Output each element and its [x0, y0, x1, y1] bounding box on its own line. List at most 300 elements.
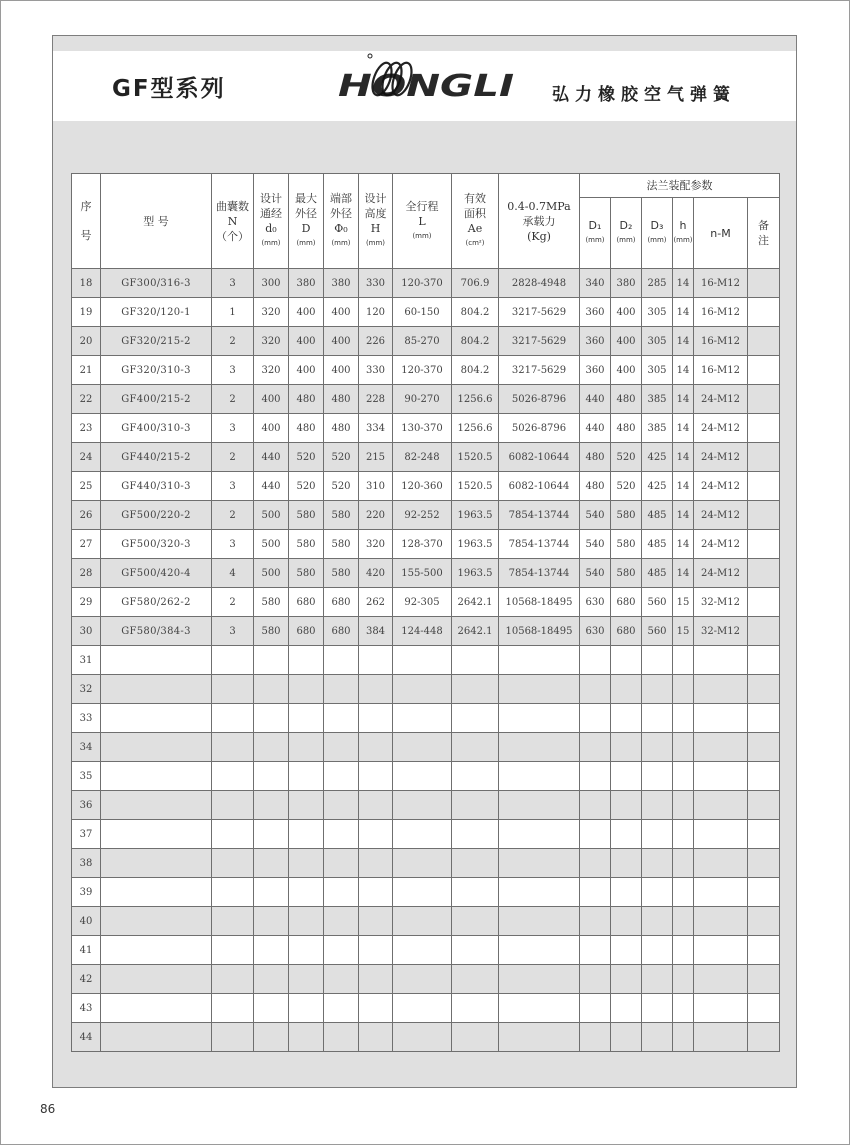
- row-seq: 20: [72, 327, 101, 356]
- row-full-stroke: [393, 994, 452, 1023]
- row-design-height: [359, 704, 393, 733]
- row-max-diameter: [289, 878, 324, 907]
- row-load-capacity: [499, 878, 580, 907]
- row-bellows-count: [212, 646, 254, 675]
- row-load-capacity: [499, 646, 580, 675]
- row-seq: 42: [72, 965, 101, 994]
- row-flange-d1: 480: [580, 472, 611, 501]
- row-load-capacity: 3217-5629: [499, 298, 580, 327]
- row-flange-d3: 305: [642, 327, 673, 356]
- row-effective-area: [452, 965, 499, 994]
- row-design-bore: 500: [254, 559, 289, 588]
- row-remark: [748, 965, 780, 994]
- row-load-capacity: 5026-8796: [499, 414, 580, 443]
- row-flange-h: 15: [673, 617, 694, 646]
- row-effective-area: 1963.5: [452, 501, 499, 530]
- row-remark: [748, 733, 780, 762]
- row-load-capacity: 10568-18495: [499, 617, 580, 646]
- row-effective-area: [452, 878, 499, 907]
- row-flange-d3: 425: [642, 472, 673, 501]
- row-model: GF320/310-3: [101, 356, 212, 385]
- brand-name-cn: 弘力橡胶空气弹簧: [552, 85, 736, 105]
- header-bellows-count: 曲囊数 N （个）: [212, 174, 254, 269]
- row-remark: [748, 907, 780, 936]
- row-full-stroke: 82-248: [393, 443, 452, 472]
- row-bellows-count: [212, 878, 254, 907]
- row-model: GF580/384-3: [101, 617, 212, 646]
- row-seq: 30: [72, 617, 101, 646]
- row-flange-d2: [611, 675, 642, 704]
- row-end-diameter: 520: [324, 443, 359, 472]
- row-full-stroke: [393, 762, 452, 791]
- row-remark: [748, 617, 780, 646]
- row-flange-d2: [611, 965, 642, 994]
- row-design-height: [359, 1023, 393, 1052]
- table-row: [72, 675, 780, 704]
- table-row: [72, 965, 780, 994]
- row-flange-h: 14: [673, 356, 694, 385]
- row-remark: [748, 298, 780, 327]
- row-bolt-count: [694, 791, 748, 820]
- row-seq: 38: [72, 849, 101, 878]
- row-max-diameter: 680: [289, 617, 324, 646]
- row-max-diameter: 520: [289, 443, 324, 472]
- row-design-bore: 400: [254, 385, 289, 414]
- row-flange-h: 14: [673, 298, 694, 327]
- row-design-height: [359, 820, 393, 849]
- row-full-stroke: 130-370: [393, 414, 452, 443]
- row-bolt-count: 16-M12: [694, 298, 748, 327]
- row-flange-d1: 360: [580, 327, 611, 356]
- table-row: [72, 356, 780, 385]
- row-end-diameter: 680: [324, 588, 359, 617]
- row-design-height: [359, 646, 393, 675]
- row-flange-h: [673, 994, 694, 1023]
- row-full-stroke: 92-252: [393, 501, 452, 530]
- header-remark: 备 注: [748, 198, 780, 269]
- row-flange-h: 14: [673, 559, 694, 588]
- row-end-diameter: 580: [324, 501, 359, 530]
- row-flange-d2: [611, 849, 642, 878]
- row-full-stroke: [393, 849, 452, 878]
- row-flange-d1: [580, 820, 611, 849]
- row-effective-area: [452, 994, 499, 1023]
- row-model: [101, 878, 212, 907]
- row-design-bore: [254, 646, 289, 675]
- row-flange-h: [673, 762, 694, 791]
- row-design-bore: 580: [254, 588, 289, 617]
- row-seq: 34: [72, 733, 101, 762]
- row-model: [101, 994, 212, 1023]
- series-title: GF型系列: [112, 76, 226, 102]
- row-max-diameter: 680: [289, 588, 324, 617]
- table-row: [72, 501, 780, 530]
- row-design-height: 420: [359, 559, 393, 588]
- row-flange-d3: [642, 965, 673, 994]
- row-load-capacity: [499, 762, 580, 791]
- row-full-stroke: 155-500: [393, 559, 452, 588]
- row-bellows-count: 3: [212, 356, 254, 385]
- row-flange-d3: [642, 675, 673, 704]
- row-remark: [748, 704, 780, 733]
- row-seq: 22: [72, 385, 101, 414]
- table-row: [72, 820, 780, 849]
- row-full-stroke: [393, 646, 452, 675]
- row-full-stroke: [393, 878, 452, 907]
- row-load-capacity: 7854-13744: [499, 530, 580, 559]
- row-end-diameter: [324, 733, 359, 762]
- row-seq: 33: [72, 704, 101, 733]
- row-flange-d2: 480: [611, 414, 642, 443]
- table-row: [72, 762, 780, 791]
- row-remark: [748, 936, 780, 965]
- table-row: [72, 907, 780, 936]
- row-remark: [748, 472, 780, 501]
- table-row: [72, 646, 780, 675]
- row-bolt-count: [694, 1023, 748, 1052]
- row-design-bore: [254, 704, 289, 733]
- row-remark: [748, 791, 780, 820]
- row-load-capacity: [499, 704, 580, 733]
- row-max-diameter: 580: [289, 501, 324, 530]
- row-full-stroke: 120-360: [393, 472, 452, 501]
- row-bellows-count: [212, 907, 254, 936]
- row-effective-area: 2642.1: [452, 588, 499, 617]
- row-max-diameter: 400: [289, 298, 324, 327]
- row-full-stroke: [393, 1023, 452, 1052]
- row-seq: 18: [72, 269, 101, 298]
- row-seq: 19: [72, 298, 101, 327]
- table-row: [72, 269, 780, 298]
- row-design-height: 215: [359, 443, 393, 472]
- row-bolt-count: 24-M12: [694, 530, 748, 559]
- hongli-logo: [336, 52, 520, 102]
- row-remark: [748, 820, 780, 849]
- row-bolt-count: 16-M12: [694, 356, 748, 385]
- row-seq: 44: [72, 1023, 101, 1052]
- row-flange-d1: 440: [580, 385, 611, 414]
- row-bolt-count: 16-M12: [694, 327, 748, 356]
- row-bolt-count: [694, 675, 748, 704]
- row-design-bore: [254, 820, 289, 849]
- row-design-height: [359, 675, 393, 704]
- row-load-capacity: [499, 1023, 580, 1052]
- row-flange-h: [673, 646, 694, 675]
- row-end-diameter: [324, 849, 359, 878]
- row-flange-d3: [642, 849, 673, 878]
- row-max-diameter: 480: [289, 414, 324, 443]
- row-effective-area: [452, 791, 499, 820]
- row-flange-h: 15: [673, 588, 694, 617]
- row-flange-d2: 580: [611, 530, 642, 559]
- header-load-capacity: 0.4-0.7MPa 承载力 (Kg): [499, 174, 580, 269]
- row-flange-d1: [580, 907, 611, 936]
- row-model: GF400/310-3: [101, 414, 212, 443]
- table-row: [72, 443, 780, 472]
- row-flange-h: [673, 704, 694, 733]
- row-flange-d3: [642, 936, 673, 965]
- row-end-diameter: [324, 936, 359, 965]
- row-model: [101, 791, 212, 820]
- row-remark: [748, 646, 780, 675]
- row-flange-d2: [611, 762, 642, 791]
- row-flange-d2: 580: [611, 559, 642, 588]
- row-load-capacity: [499, 907, 580, 936]
- row-flange-d1: [580, 994, 611, 1023]
- row-flange-d1: [580, 936, 611, 965]
- row-seq: 21: [72, 356, 101, 385]
- row-bolt-count: 24-M12: [694, 472, 748, 501]
- row-seq: 40: [72, 907, 101, 936]
- row-flange-d2: 380: [611, 269, 642, 298]
- row-seq: 32: [72, 675, 101, 704]
- row-full-stroke: [393, 936, 452, 965]
- row-effective-area: 2642.1: [452, 617, 499, 646]
- row-flange-d3: 485: [642, 530, 673, 559]
- row-bellows-count: 2: [212, 443, 254, 472]
- row-bellows-count: 4: [212, 559, 254, 588]
- row-design-bore: 580: [254, 617, 289, 646]
- row-bellows-count: 3: [212, 414, 254, 443]
- row-design-bore: 300: [254, 269, 289, 298]
- row-remark: [748, 675, 780, 704]
- table-row: [72, 878, 780, 907]
- row-seq: 27: [72, 530, 101, 559]
- row-bolt-count: 32-M12: [694, 617, 748, 646]
- row-flange-d3: 485: [642, 559, 673, 588]
- row-flange-d2: [611, 994, 642, 1023]
- header-design-height: 设计 高度 H (mm): [359, 174, 393, 269]
- row-model: GF500/320-3: [101, 530, 212, 559]
- row-bolt-count: 32-M12: [694, 588, 748, 617]
- row-flange-h: 14: [673, 501, 694, 530]
- row-max-diameter: 380: [289, 269, 324, 298]
- row-flange-d2: 580: [611, 501, 642, 530]
- row-max-diameter: [289, 704, 324, 733]
- row-design-bore: 320: [254, 298, 289, 327]
- row-flange-d1: [580, 849, 611, 878]
- row-design-bore: [254, 675, 289, 704]
- row-flange-d2: [611, 791, 642, 820]
- row-design-height: [359, 849, 393, 878]
- row-bolt-count: 24-M12: [694, 414, 748, 443]
- row-effective-area: [452, 762, 499, 791]
- row-effective-area: 1963.5: [452, 559, 499, 588]
- row-load-capacity: 7854-13744: [499, 559, 580, 588]
- row-effective-area: 804.2: [452, 298, 499, 327]
- row-load-capacity: [499, 849, 580, 878]
- row-full-stroke: 60-150: [393, 298, 452, 327]
- table-row: [72, 559, 780, 588]
- header-end-diameter: 端部 外径 Φ₀ (mm): [324, 174, 359, 269]
- row-flange-d1: 540: [580, 530, 611, 559]
- row-flange-d2: 400: [611, 356, 642, 385]
- row-model: [101, 646, 212, 675]
- row-max-diameter: [289, 646, 324, 675]
- table-row: [72, 472, 780, 501]
- row-end-diameter: 400: [324, 298, 359, 327]
- row-flange-h: [673, 936, 694, 965]
- row-effective-area: [452, 936, 499, 965]
- row-effective-area: 804.2: [452, 356, 499, 385]
- row-end-diameter: 480: [324, 385, 359, 414]
- row-end-diameter: [324, 820, 359, 849]
- row-flange-d3: 425: [642, 443, 673, 472]
- row-effective-area: [452, 733, 499, 762]
- row-end-diameter: [324, 907, 359, 936]
- row-design-height: 334: [359, 414, 393, 443]
- row-bellows-count: [212, 849, 254, 878]
- row-bolt-count: [694, 936, 748, 965]
- row-bellows-count: [212, 791, 254, 820]
- row-remark: [748, 1023, 780, 1052]
- row-design-height: 330: [359, 269, 393, 298]
- table-row: [72, 588, 780, 617]
- row-flange-d3: 560: [642, 617, 673, 646]
- row-flange-d1: [580, 1023, 611, 1052]
- row-flange-h: 14: [673, 327, 694, 356]
- row-seq: 35: [72, 762, 101, 791]
- row-flange-d2: 400: [611, 298, 642, 327]
- row-design-bore: [254, 733, 289, 762]
- row-flange-d3: [642, 733, 673, 762]
- row-full-stroke: 120-370: [393, 356, 452, 385]
- row-flange-h: [673, 849, 694, 878]
- row-design-bore: 500: [254, 530, 289, 559]
- row-flange-d2: 400: [611, 327, 642, 356]
- row-load-capacity: [499, 936, 580, 965]
- row-design-bore: 400: [254, 414, 289, 443]
- row-end-diameter: 380: [324, 269, 359, 298]
- row-design-height: 226: [359, 327, 393, 356]
- row-load-capacity: 6082-10644: [499, 443, 580, 472]
- row-end-diameter: 680: [324, 617, 359, 646]
- row-max-diameter: [289, 675, 324, 704]
- row-load-capacity: [499, 675, 580, 704]
- row-flange-h: 14: [673, 385, 694, 414]
- row-flange-h: 14: [673, 414, 694, 443]
- row-bolt-count: [694, 762, 748, 791]
- row-seq: 31: [72, 646, 101, 675]
- row-bellows-count: [212, 733, 254, 762]
- row-design-height: [359, 994, 393, 1023]
- row-bolt-count: 24-M12: [694, 501, 748, 530]
- row-model: GF320/120-1: [101, 298, 212, 327]
- row-bellows-count: 2: [212, 385, 254, 414]
- row-flange-d3: 485: [642, 501, 673, 530]
- row-design-bore: 320: [254, 327, 289, 356]
- row-seq: 23: [72, 414, 101, 443]
- row-flange-d2: [611, 820, 642, 849]
- row-model: [101, 936, 212, 965]
- row-bellows-count: 3: [212, 617, 254, 646]
- row-effective-area: 706.9: [452, 269, 499, 298]
- row-effective-area: [452, 820, 499, 849]
- row-load-capacity: [499, 965, 580, 994]
- header-flange-d1: D₁ (mm): [580, 198, 611, 269]
- row-flange-h: 14: [673, 443, 694, 472]
- row-effective-area: 1963.5: [452, 530, 499, 559]
- row-effective-area: [452, 704, 499, 733]
- row-flange-h: [673, 907, 694, 936]
- row-model: [101, 1023, 212, 1052]
- row-full-stroke: 85-270: [393, 327, 452, 356]
- table-row: [72, 791, 780, 820]
- row-bolt-count: [694, 820, 748, 849]
- table-body: [72, 269, 780, 1052]
- row-flange-d1: 540: [580, 501, 611, 530]
- row-model: [101, 849, 212, 878]
- row-max-diameter: [289, 1023, 324, 1052]
- row-load-capacity: 3217-5629: [499, 356, 580, 385]
- row-flange-d2: [611, 646, 642, 675]
- row-remark: [748, 559, 780, 588]
- row-design-height: 120: [359, 298, 393, 327]
- row-load-capacity: [499, 994, 580, 1023]
- header-bolt-count: n-M: [694, 198, 748, 269]
- row-flange-d1: [580, 675, 611, 704]
- header-model: 型 号: [101, 174, 212, 269]
- row-model: GF580/262-2: [101, 588, 212, 617]
- row-full-stroke: [393, 733, 452, 762]
- row-effective-area: [452, 646, 499, 675]
- row-flange-h: 14: [673, 269, 694, 298]
- row-flange-h: [673, 878, 694, 907]
- row-bellows-count: 2: [212, 588, 254, 617]
- row-max-diameter: 580: [289, 530, 324, 559]
- row-bolt-count: 24-M12: [694, 385, 748, 414]
- header-flange-h: h (mm): [673, 198, 694, 269]
- row-model: GF400/215-2: [101, 385, 212, 414]
- row-model: [101, 965, 212, 994]
- table-row: [72, 733, 780, 762]
- row-flange-d3: [642, 762, 673, 791]
- row-end-diameter: [324, 646, 359, 675]
- row-flange-d1: 360: [580, 298, 611, 327]
- row-effective-area: 1520.5: [452, 472, 499, 501]
- row-effective-area: 1256.6: [452, 414, 499, 443]
- row-model: [101, 733, 212, 762]
- row-full-stroke: 120-370: [393, 269, 452, 298]
- row-flange-d3: [642, 994, 673, 1023]
- row-model: GF440/215-2: [101, 443, 212, 472]
- row-load-capacity: [499, 820, 580, 849]
- row-seq: 37: [72, 820, 101, 849]
- row-model: GF500/220-2: [101, 501, 212, 530]
- row-max-diameter: 400: [289, 356, 324, 385]
- row-full-stroke: 124-448: [393, 617, 452, 646]
- table-row: [72, 530, 780, 559]
- row-max-diameter: [289, 936, 324, 965]
- row-design-bore: [254, 762, 289, 791]
- table-row: [72, 704, 780, 733]
- row-remark: [748, 385, 780, 414]
- table-row: [72, 617, 780, 646]
- row-remark: [748, 878, 780, 907]
- row-flange-d3: 305: [642, 298, 673, 327]
- row-seq: 26: [72, 501, 101, 530]
- header-effective-area: 有效 面积 Ae (cm²): [452, 174, 499, 269]
- row-design-bore: [254, 936, 289, 965]
- row-bellows-count: [212, 675, 254, 704]
- row-seq: 43: [72, 994, 101, 1023]
- row-design-height: [359, 791, 393, 820]
- row-flange-h: [673, 733, 694, 762]
- row-flange-d1: [580, 762, 611, 791]
- row-remark: [748, 762, 780, 791]
- row-design-bore: [254, 878, 289, 907]
- row-full-stroke: [393, 791, 452, 820]
